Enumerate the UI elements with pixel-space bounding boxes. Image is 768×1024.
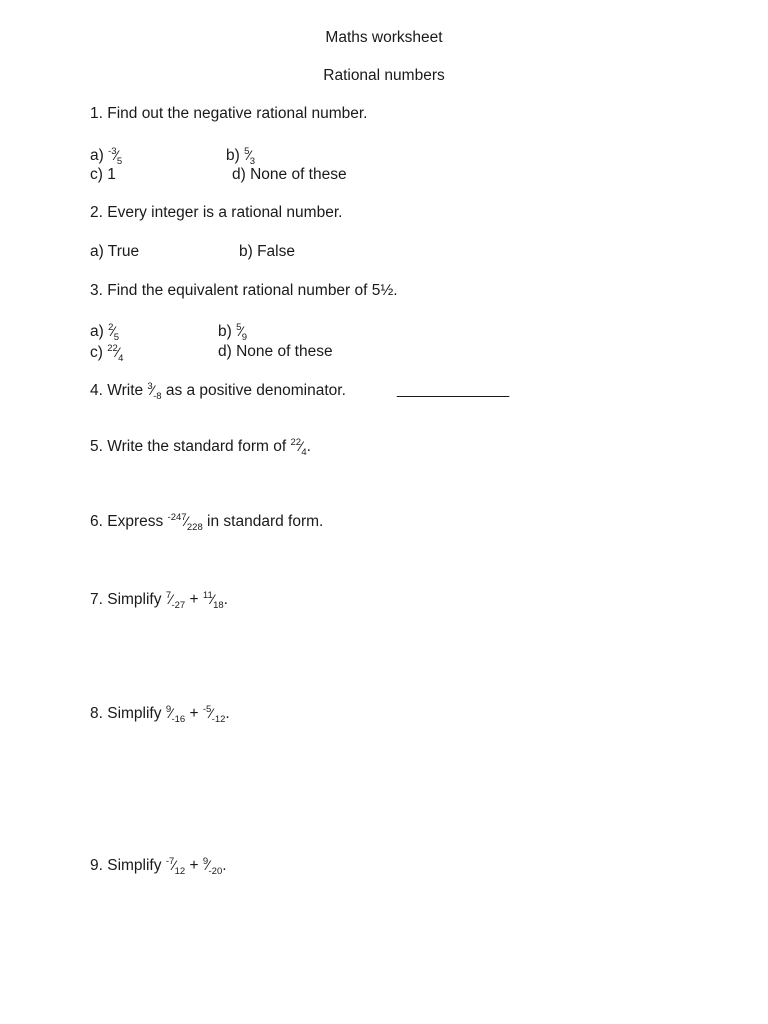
fraction: $^{22}⁄_4$ bbox=[290, 436, 307, 459]
question-3: 3. Find the equivalent rational number of 5½. bbox=[90, 282, 398, 299]
fraction: $^{-247}⁄_{228}$ bbox=[167, 511, 203, 534]
q1-option-c: c) 1 bbox=[90, 166, 116, 183]
fraction: $^9⁄_{-16}$ bbox=[165, 703, 186, 726]
q2-option-a: a) True bbox=[90, 243, 140, 260]
question-5: 5. Write the standard form of $^{22}⁄_4$. bbox=[90, 436, 311, 459]
q1-option-d: d) None of these bbox=[232, 166, 347, 183]
question-7: 7. Simplify $^7⁄_{-27}$ + $^{11}⁄_{18}$. bbox=[90, 589, 228, 612]
question-4: 4. Write $^3⁄_{-8}$ as a positive denominator. bbox=[90, 380, 346, 403]
fraction: $^{-5}⁄_{-12}$ bbox=[202, 703, 226, 726]
fraction: $^{-3}⁄_5$ bbox=[108, 145, 123, 168]
fraction: $^5⁄_3$ bbox=[244, 145, 256, 168]
q2-option-b: b) False bbox=[239, 243, 295, 260]
fraction: $^{-7}⁄_{12}$ bbox=[165, 855, 186, 878]
q3-option-c: c) $^{22}⁄_4$ bbox=[90, 342, 124, 365]
question-8: 8. Simplify $^9⁄_{-16}$ + $^{-5}⁄_{-12}$. bbox=[90, 703, 230, 726]
fraction: $^5⁄_9$ bbox=[236, 321, 248, 344]
fraction: $^2⁄_5$ bbox=[108, 321, 120, 344]
q4-answer-blank[interactable]: _____________ bbox=[397, 381, 510, 398]
worksheet-subtitle: Rational numbers bbox=[323, 67, 445, 84]
worksheet-title: Maths worksheet bbox=[325, 29, 443, 46]
fraction: $^7⁄_{-27}$ bbox=[165, 589, 186, 612]
question-9: 9. Simplify $^{-7}⁄_{12}$ + $^9⁄_{-20}$. bbox=[90, 855, 227, 878]
q3-option-a: a) $^2⁄_5$ bbox=[90, 321, 120, 344]
question-2: 2. Every integer is a rational number. bbox=[90, 204, 343, 221]
fraction: $^{11}⁄_{18}$ bbox=[202, 589, 224, 612]
fraction: $^{22}⁄_4$ bbox=[107, 342, 124, 365]
fraction: $^9⁄_{-20}$ bbox=[202, 855, 223, 878]
q3-option-d: d) None of these bbox=[218, 343, 333, 360]
question-1: 1. Find out the negative rational number. bbox=[90, 105, 368, 122]
q1-option-b: b) $^5⁄_3$ bbox=[226, 145, 256, 168]
q1-option-a: a) $^{-3}⁄_5$ bbox=[90, 145, 123, 168]
fraction: $^3⁄_{-8}$ bbox=[147, 380, 162, 403]
q3-option-b: b) $^5⁄_9$ bbox=[218, 321, 248, 344]
question-6: 6. Express $^{-247}⁄_{228}$ in standard form. bbox=[90, 511, 324, 534]
